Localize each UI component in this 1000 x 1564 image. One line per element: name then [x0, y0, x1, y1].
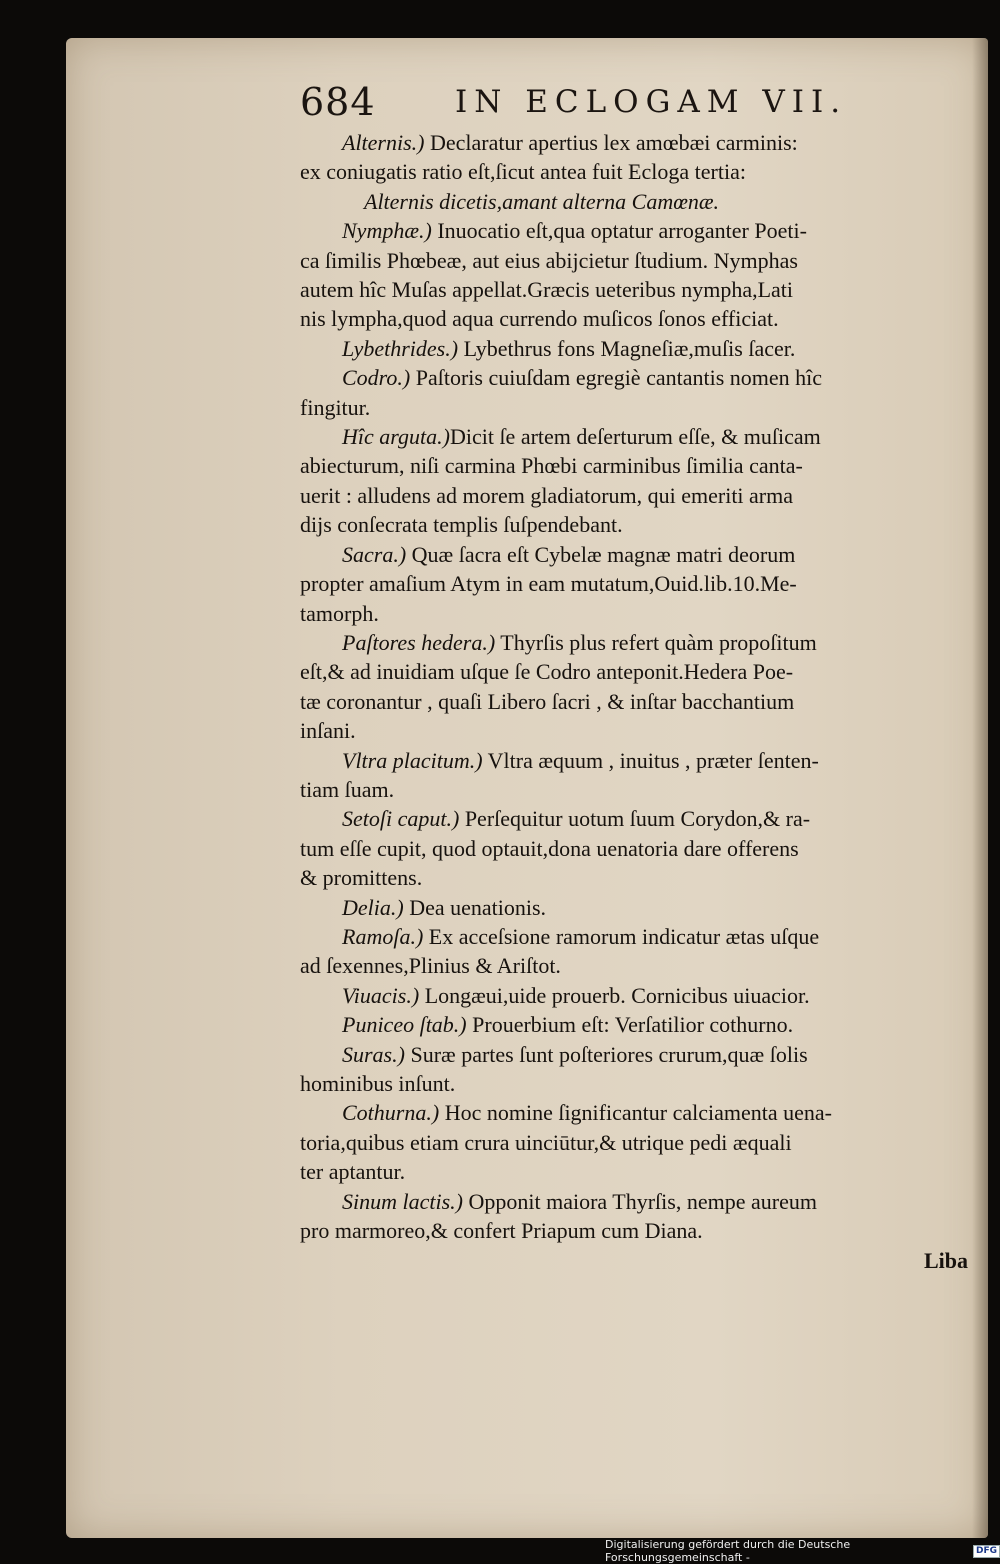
line-text: Declaratur apertius lex amœbæi carminis: [424, 130, 798, 155]
line-text: Dicit ſe artem deſerturum eſſe, & muſicam [449, 424, 821, 450]
text-line [342, 540, 972, 569]
lemma-term: Puniceo ſtab.) [342, 1012, 467, 1038]
text-line [300, 246, 972, 275]
lemma-term: Suras.) [342, 1041, 405, 1067]
text-line [342, 216, 972, 245]
line-text: ca ſimilis Phœbeæ, aut eius abijcietur ſtudium. Nymphas [300, 247, 798, 273]
lemma-term: Lybethrides.) [342, 335, 459, 361]
line-text: Perſequitur uotum ſuum Corydon,& ra- [459, 806, 811, 832]
text-line [300, 1069, 972, 1098]
lemma-term: Cothurna.) [342, 1100, 440, 1126]
text-line [300, 1216, 972, 1245]
lemma-term: Alternis.) [342, 130, 425, 155]
digitization-credit [605, 1538, 1000, 1564]
text-line [300, 1157, 972, 1186]
text-line [300, 510, 972, 539]
lemma-term: Setoſi caput.) [342, 806, 460, 832]
line-text: propter amaſium Atym in eam mutatum,Ouid.lib.10.Me- [300, 571, 797, 597]
text-line [300, 775, 972, 804]
line-text: abiecturum, niſi carmina Phœbi carminibus ſimilia canta- [300, 453, 803, 479]
page-header [300, 80, 880, 124]
lemma-term: Sinum lactis.) [342, 1188, 463, 1214]
lemma-term: Vltra placitum.) [342, 747, 483, 773]
text-line [300, 834, 972, 863]
line-text: Paſtoris cuiuſdam egregiè cantantis nomen hîc [410, 365, 823, 391]
text-line [342, 1010, 972, 1039]
line-text: tamorph. [300, 600, 379, 626]
line-text: Vltra æquum , inuitus , præter ſenten- [482, 747, 819, 773]
text-line [342, 893, 972, 922]
line-text: Opponit maiora Thyrſis, nempe aureum [463, 1188, 817, 1214]
line-text: pro marmoreo,& confert Priapum cum Diana. [300, 1218, 703, 1244]
line-text: Hoc nomine ſignificantur calciamenta uena- [439, 1100, 832, 1126]
lemma-term: Ramoſa.) [342, 923, 424, 949]
text-line [300, 393, 972, 422]
commentary-text [300, 128, 972, 1245]
line-text: Lybethrus fons Magneſiæ,muſis ſacer. [458, 335, 796, 361]
page-number: 684 [300, 80, 376, 124]
text-line [300, 304, 972, 333]
text-line [300, 657, 972, 686]
text-line [300, 157, 972, 186]
lemma-term: Hîc arguta.) [342, 424, 450, 450]
line-text: toria,quibus etiam crura uinciūtur,& utrique pedi æquali [300, 1129, 792, 1155]
running-head: IN ECLOGAM VII. [455, 84, 848, 120]
text-line [300, 951, 972, 980]
text-line [364, 187, 972, 216]
credit-text: Digitalisierung gefördert durch die Deutsche Forschungsgemeinschaft - [605, 1538, 851, 1564]
text-line [300, 275, 972, 304]
text-line [342, 628, 972, 657]
page-edge-shadow [972, 38, 988, 1538]
text-line [342, 1040, 972, 1069]
text-line [300, 716, 972, 745]
line-text: nis lympha,quod aqua currendo muſicos ſonos efficiat. [300, 306, 779, 332]
text-line [342, 334, 972, 363]
lemma-term: Viuacis.) [342, 982, 420, 1008]
lemma-term: Nymphæ.) [342, 218, 432, 244]
line-text: Dea uenationis. [403, 894, 547, 920]
lemma-term: Paſtores hedera.) [342, 629, 496, 655]
text-line [300, 1128, 972, 1157]
line-text: inſani. [300, 718, 356, 744]
line-text: tum eſſe cupit, quod optauit,dona uenatoria dare offerens [300, 835, 799, 861]
line-text: & promittens. [300, 865, 423, 891]
line-text: Thyrſis plus refert quàm propoſitum [495, 629, 817, 655]
line-text: Prouerbium eſt: Verſatilior cothurno. [466, 1012, 794, 1038]
lemma-term: Codro.) [342, 365, 411, 391]
line-text: dijs conſecrata templis ſuſpendebant. [300, 512, 623, 538]
text-line [342, 363, 972, 392]
lemma-term: Sacra.) [342, 541, 407, 567]
text-line [342, 922, 972, 951]
dfg-logo: DFG [973, 1545, 1000, 1558]
text-line [342, 746, 972, 775]
text-line [342, 804, 972, 833]
line-text: eſt,& ad inuidiam uſque ſe Codro anteponit.Hedera Poe- [300, 659, 794, 685]
line-text: Longæui,uide prouerb. Cornicibus uiuacior. [419, 982, 810, 1008]
line-text: Suræ partes ſunt poſteriores crurum,quæ ſolis [404, 1041, 808, 1067]
line-text: ex coniugatis ratio eſt,ſicut antea fuit Ecloga tertia: [300, 159, 746, 185]
line-text: fingitur. [300, 394, 371, 420]
line-text: Inuocatio eſt,qua optatur arroganter Poeti- [431, 218, 807, 244]
line-text: ad ſexennes,Plinius & Ariſtot. [300, 953, 561, 979]
lemma-term: Alternis dicetis,amant alterna Camœnæ. [364, 188, 720, 214]
text-line [300, 599, 972, 628]
line-text: tiam ſuam. [300, 776, 395, 802]
text-line [300, 569, 972, 598]
line-text: hominibus inſunt. [300, 1071, 456, 1096]
line-text: Quæ ſacra eſt Cybelæ magnæ matri deorum [406, 541, 796, 567]
text-line [342, 128, 972, 157]
line-text: tæ coronantur , quaſi Libero ſacri , & inſtar bacchantium [300, 688, 795, 714]
lemma-term: Delia.) [342, 894, 404, 920]
text-line [342, 1098, 972, 1127]
text-line [342, 981, 972, 1010]
text-line [342, 422, 972, 451]
text-line [300, 481, 972, 510]
text-line [342, 1187, 972, 1216]
text-line [300, 451, 972, 480]
line-text: autem hîc Muſas appellat.Græcis ueteribus nympha,Lati [300, 277, 794, 303]
line-text: Ex acceſsione ramorum indicatur ætas uſque [423, 923, 820, 949]
line-text: uerit : alludens ad morem gladiatorum, qui emeriti arma [300, 482, 794, 508]
text-line [300, 687, 972, 716]
catchword: Liba [923, 1248, 968, 1273]
text-line [300, 863, 972, 892]
line-text: ter aptantur. [300, 1159, 406, 1185]
